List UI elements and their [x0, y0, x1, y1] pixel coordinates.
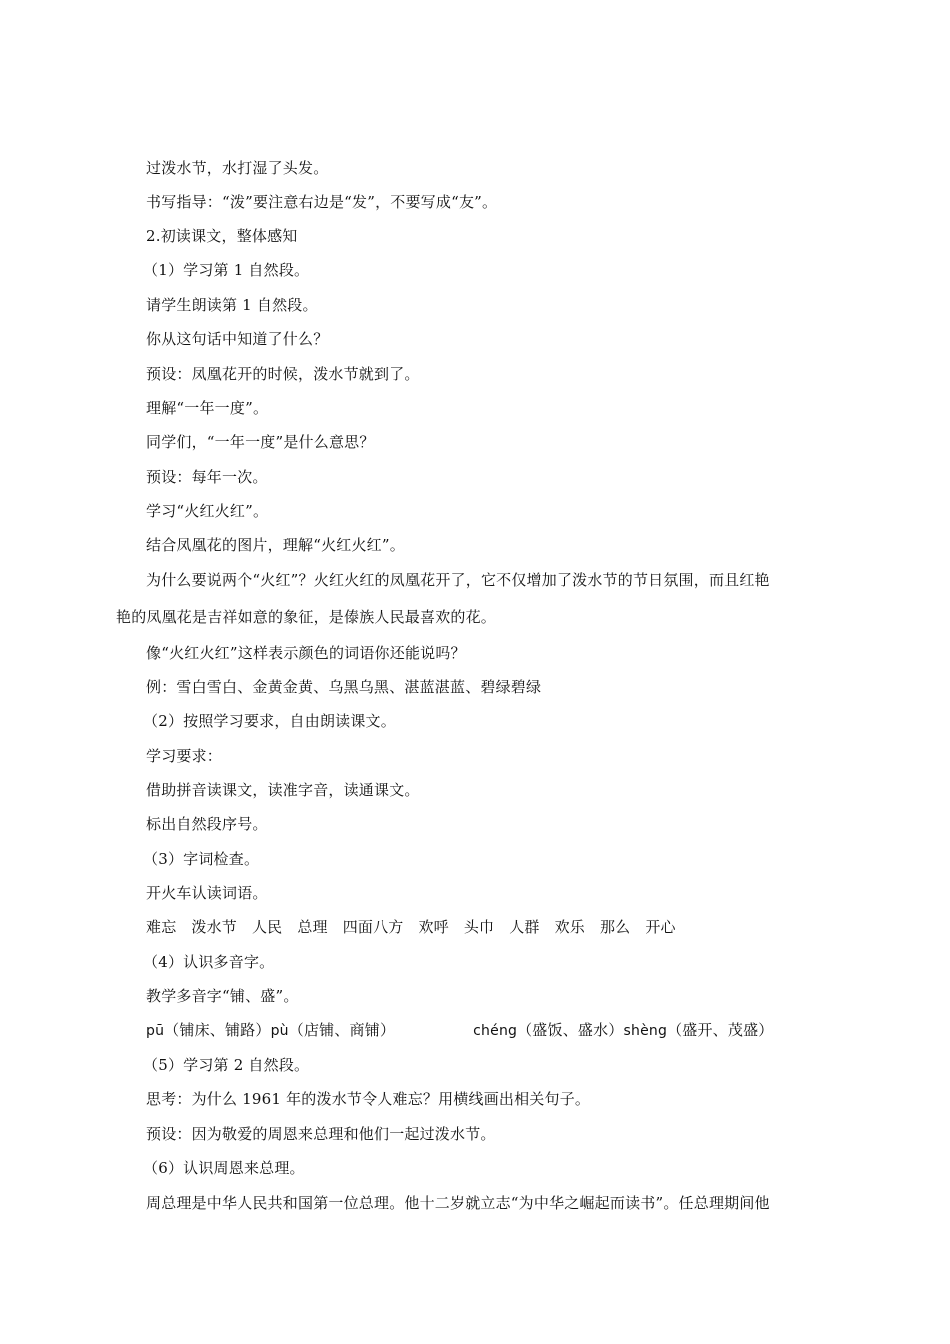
word-item: 人群: [509, 918, 540, 936]
text-line: 标出自然段序号。: [146, 815, 268, 833]
text-line: 同学们，“一年一度”是什么意思？: [146, 433, 375, 451]
text-line: 预设：凤凰花开的时候，泼水节就到了。: [146, 365, 420, 383]
text-line: 理解“一年一度”。: [146, 399, 269, 417]
example-line: 例：雪白雪白、金黄金黄、乌黑乌黑、湛蓝湛蓝、碧绿碧绿: [146, 678, 542, 696]
text-line: 学习“火红火红”。: [146, 502, 269, 520]
step-heading: （1）学习第 1 自然段。: [143, 261, 310, 279]
writing-guidance: 书写指导：“泼”要注意右边是“发”，不要写成“友”。: [146, 193, 498, 211]
text-line: 教学多音字“铺、盛”。: [146, 987, 299, 1005]
paragraph-line: 为什么要说两个“火红”？火红火红的凤凰花开了，它不仅增加了泼水节的节日氛围，而且红艳: [146, 571, 770, 589]
paragraph-line: 周总理是中华人民共和国第一位总理。他十二岁就立志“为中华之崛起而读书”。任总理期间他: [146, 1194, 770, 1212]
pinyin-sheng4-words: （盛开、茂盛）: [667, 1021, 774, 1039]
text-line: 请学生朗读第 1 自然段。: [146, 296, 318, 314]
word-item: 泼水节: [191, 918, 237, 936]
text-line: 结合凤凰花的图片，理解“火红火红”。: [146, 536, 405, 554]
step-heading: （6）认识周恩来总理。: [143, 1159, 305, 1177]
word-item: 难忘: [146, 918, 177, 936]
pinyin-pu4-words: （店铺、商铺）: [288, 1021, 396, 1039]
text-line: 学习要求：: [146, 747, 223, 765]
word-item: 头巾: [463, 918, 495, 936]
word-item: 欢呼: [418, 918, 449, 936]
word-list: [146, 917, 686, 937]
word-item: 人民: [251, 918, 283, 936]
polyphone-row: [146, 1020, 773, 1041]
pinyin-cheng2: chéng: [473, 1023, 518, 1039]
word-item: 四面八方: [342, 918, 404, 936]
word-item: 总理: [297, 918, 328, 936]
text-line: 开火车认读词语。: [146, 884, 268, 902]
word-item: 那么: [599, 918, 631, 936]
text-line: 过泼水节，水打湿了头发。: [146, 159, 329, 177]
pinyin-pu4: pù: [270, 1023, 289, 1039]
section-heading: 2.初读课文，整体感知: [146, 227, 298, 245]
step-heading: （4）认识多音字。: [143, 953, 275, 971]
pinyin-sheng4: shèng: [623, 1023, 668, 1039]
pinyin-pu1-words: （铺床、铺路）: [164, 1021, 271, 1039]
text-line: 你从这句话中知道了什么？: [146, 330, 329, 348]
pinyin-pu1: pū: [146, 1023, 165, 1039]
pinyin-cheng2-words: （盛饭、盛水）: [517, 1021, 624, 1039]
step-heading: （2）按照学习要求，自由朗读课文。: [143, 712, 396, 730]
paragraph-line-continued: 艳的凤凰花是吉祥如意的象征，是傣族人民最喜欢的花。: [116, 608, 497, 626]
text-line: 预设：因为敬爱的周恩来总理和他们一起过泼水节。: [146, 1125, 496, 1143]
word-item: 欢乐: [554, 918, 586, 936]
step-heading: （3）字词检查。: [143, 850, 260, 868]
text-line: 借助拼音读课文，读准字音，读通课文。: [146, 781, 420, 799]
word-item: 开心: [645, 918, 676, 936]
step-heading: （5）学习第 2 自然段。: [143, 1056, 310, 1074]
text-line: 思考：为什么 1961 年的泼水节令人难忘？用横线画出相关句子。: [146, 1090, 591, 1108]
text-line: 预设：每年一次。: [146, 468, 268, 486]
text-line: 像“火红火红”这样表示颜色的词语你还能说吗？: [146, 644, 466, 662]
